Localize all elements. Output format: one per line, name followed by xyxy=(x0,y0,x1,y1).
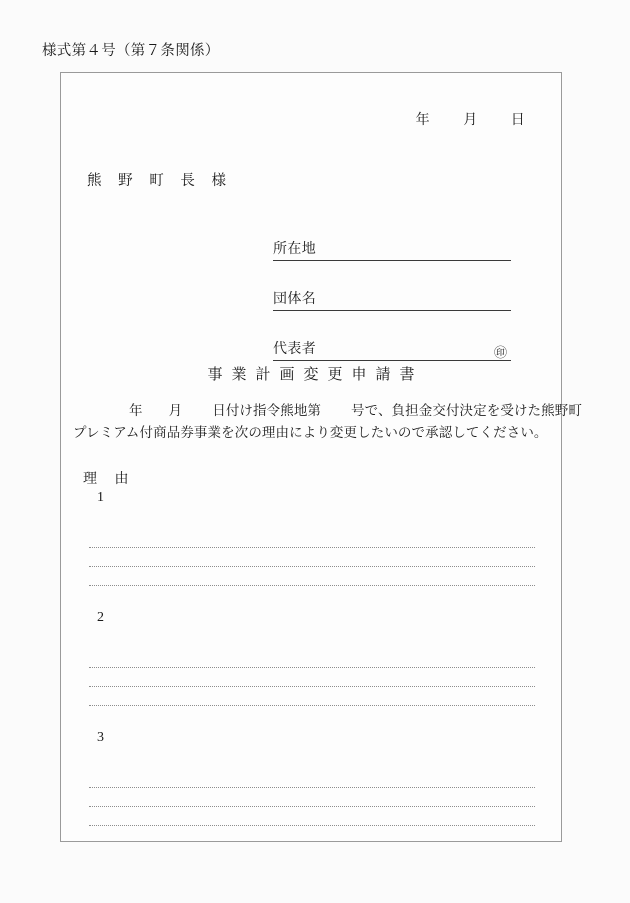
body-line-2: プレミアム付商品券事業を次の理由により変更したいので承認してください。 xyxy=(73,425,548,440)
dotted-line xyxy=(89,529,535,548)
body-month-label: 月 xyxy=(168,403,183,418)
document-title: 事業計画変更申請書 xyxy=(207,367,424,383)
dotted-line xyxy=(89,769,535,788)
date-day-label: 日 xyxy=(510,113,525,128)
organization-field-label: 団体名 xyxy=(273,292,317,307)
form-frame xyxy=(60,72,582,842)
reason-item-3-writing-area[interactable] xyxy=(89,769,535,826)
reason-item-3-number: 3 xyxy=(97,730,104,745)
field-row-address[interactable] xyxy=(273,225,511,261)
form-number-label: 様式第４号（第７条関係） xyxy=(42,43,220,59)
date-year-label: 年 xyxy=(415,113,430,128)
body-year-label: 年 xyxy=(129,403,143,418)
body-order-number-label: 日付け指令熊地第 xyxy=(212,403,322,418)
date-line xyxy=(416,109,525,129)
dotted-line xyxy=(89,807,535,826)
date-month-label: 月 xyxy=(463,113,478,128)
reason-item-2-writing-area[interactable] xyxy=(89,649,535,706)
body-line-1 xyxy=(73,400,582,422)
addressee-label: 熊 野 町 長 様 xyxy=(87,173,233,189)
dotted-line xyxy=(89,567,535,586)
field-row-organization[interactable] xyxy=(273,275,511,311)
address-field-label: 所在地 xyxy=(273,242,317,257)
reason-item-1-number: 1 xyxy=(97,490,104,505)
dotted-line xyxy=(89,788,535,807)
representative-field-label: 代表者 xyxy=(273,342,317,357)
applicant-fields xyxy=(273,225,511,375)
dotted-line xyxy=(89,548,535,567)
seal-stamp-icon: ㊞ xyxy=(493,345,507,360)
field-row-representative[interactable] xyxy=(273,325,511,361)
reason-item-2-number: 2 xyxy=(97,610,104,625)
dotted-line xyxy=(89,687,535,706)
dotted-line xyxy=(89,649,535,668)
dotted-line xyxy=(89,668,535,687)
reason-section-heading: 理 由 xyxy=(83,472,136,487)
reason-item-1-writing-area[interactable] xyxy=(89,529,535,586)
body-paragraph xyxy=(73,400,582,444)
body-line1-tail: 号で、負担金交付決定を受けた熊野町 xyxy=(351,403,582,418)
